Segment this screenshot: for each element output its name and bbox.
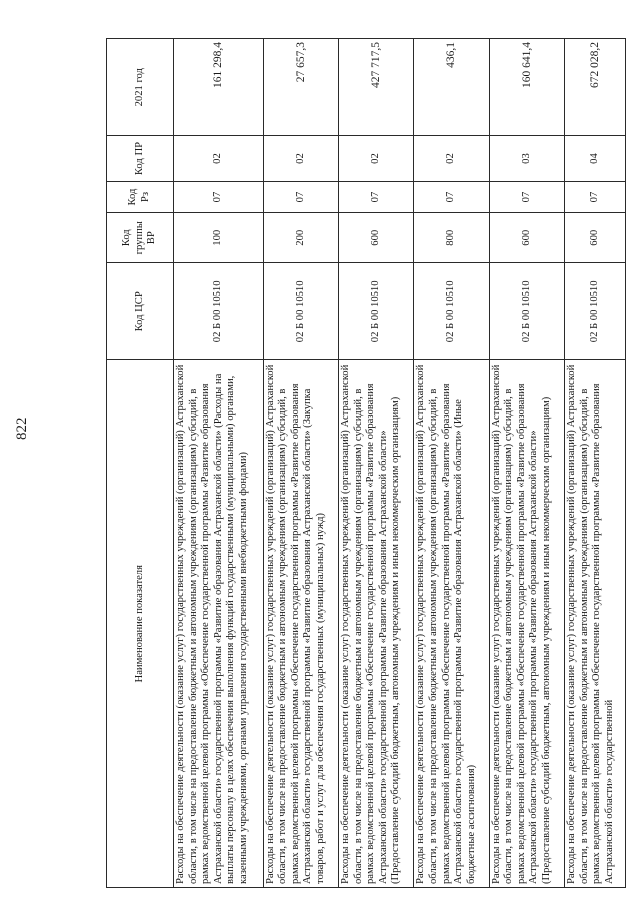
table-row (174, 39, 264, 888)
row-pr: 02 (339, 136, 414, 181)
budget-table (106, 38, 626, 888)
row-name: Расходы на обеспечение деятельности (оказание услуг) государственных учреждений (организаций) Астраханской области, в том числе на предоставление бюджетным и автономным учреждениям (организациям) субсидий, в рамках ведомственной целевой программы «Обеспечение государственной программы «Развитие образования Астраханской области» государственной программы «Развитие образования Астраханской области» (Иные бюджетные ассигнования) (414, 360, 489, 888)
page-number: 822 (14, 417, 30, 440)
row-csr: 02 Б 00 10510 (414, 263, 489, 360)
row-amount: 27 657,3 (263, 39, 338, 136)
row-rz: 07 (174, 181, 264, 213)
row-rz: 07 (263, 181, 338, 213)
row-name: Расходы на обеспечение деятельности (оказание услуг) государственных учреждений (организаций) Астраханской области, в том числе на предоставление бюджетным и автономным учреждениям (организациям) субсидий, в рамках ведомственной целевой программы «Обеспечение государственной программы «Развитие образования Астраханской области» государственной программы «Развитие образования Астраханской области» (Предоставление субсидий бюджетным, автономным учреждениям и иным некоммерческим организациям) (489, 360, 564, 888)
table-row (414, 39, 489, 888)
row-vr: 200 (263, 213, 338, 263)
row-vr: 600 (339, 213, 414, 263)
row-pr: 02 (263, 136, 338, 181)
row-rz: 07 (489, 181, 564, 213)
rotated-page (106, 38, 626, 888)
row-amount: 161 298,4 (174, 39, 264, 136)
header-csr: Код ЦСР (107, 263, 174, 360)
row-csr: 02 Б 00 10510 (174, 263, 264, 360)
row-csr: 02 Б 00 10510 (489, 263, 564, 360)
table-row (489, 39, 564, 888)
row-rz: 07 (339, 181, 414, 213)
header-name: Наименование показателя (107, 360, 174, 888)
header-rz: Код Рз (107, 181, 174, 213)
row-vr: 600 (489, 213, 564, 263)
row-csr: 02 Б 00 10510 (263, 263, 338, 360)
row-vr: 800 (414, 213, 489, 263)
row-amount: 160 641,4 (489, 39, 564, 136)
table-row (565, 39, 626, 888)
row-name: Расходы на обеспечение деятельности (оказание услуг) государственных учреждений (организаций) Астраханской области, в том числе на предоставление бюджетным и автономным учреждениям (организациям) субсидий, в рамках ведомственной целевой программы «Обеспечение государственной программы «Развитие образования Астраханской области» государственной программы «Развитие образования Астраханской области» (Закупка товаров, работ и услуг для обеспечения государственных (муниципальных) нужд) (263, 360, 338, 888)
row-amount: 436,1 (414, 39, 489, 136)
row-name: Расходы на обеспечение деятельности (оказание услуг) государственных учреждений (организаций) Астраханской области, в том числе на предоставление бюджетным и автономным учреждениям (организациям) субсидий, в рамках ведомственной целевой программы «Обеспечение государственной программы «Развитие образования Астраханской области» государственной (565, 360, 626, 888)
header-year: 2021 год (107, 39, 174, 136)
row-rz: 07 (565, 181, 626, 213)
row-vr: 600 (565, 213, 626, 263)
table-row (263, 39, 338, 888)
row-vr: 100 (174, 213, 264, 263)
table-header-row (107, 39, 174, 888)
row-csr: 02 Б 00 10510 (565, 263, 626, 360)
row-pr: 03 (489, 136, 564, 181)
row-csr: 02 Б 00 10510 (339, 263, 414, 360)
header-pr: Код ПР (107, 136, 174, 181)
row-name: Расходы на обеспечение деятельности (оказание услуг) государственных учреждений (организаций) Астраханской области, в том числе на предоставление бюджетным и автономным учреждениям (организациям) субсидий, в рамках ведомственной целевой программы «Обеспечение государственной программы «Развитие образования Астраханской области» государственной программы «Развитие образования Астраханской области» (Предоставление субсидий бюджетным, автономным учреждениям и иным некоммерческим организациям) (339, 360, 414, 888)
table-row (339, 39, 414, 888)
row-name: Расходы на обеспечение деятельности (оказание услуг) государственных учреждений (организаций) Астраханской области, в том числе на предоставление бюджетным и автономным учреждениям (организациям) субсидий, в рамках ведомственной целевой программы «Обеспечение государственной программы «Развитие образования Астраханской области» государственной программы «Развитие образования Астраханской области» (Расходы на выплаты персоналу в целях обеспечения выполнения функций государственными (муниципальными) органами, казенными учреждениями, органами управления государственными внебюджетными фондами) (174, 360, 264, 888)
header-vr: Код группы ВР (107, 213, 174, 263)
row-rz: 07 (414, 181, 489, 213)
row-amount: 672 028,2 (565, 39, 626, 136)
row-pr: 04 (565, 136, 626, 181)
row-pr: 02 (174, 136, 264, 181)
row-amount: 427 717,5 (339, 39, 414, 136)
row-pr: 02 (414, 136, 489, 181)
